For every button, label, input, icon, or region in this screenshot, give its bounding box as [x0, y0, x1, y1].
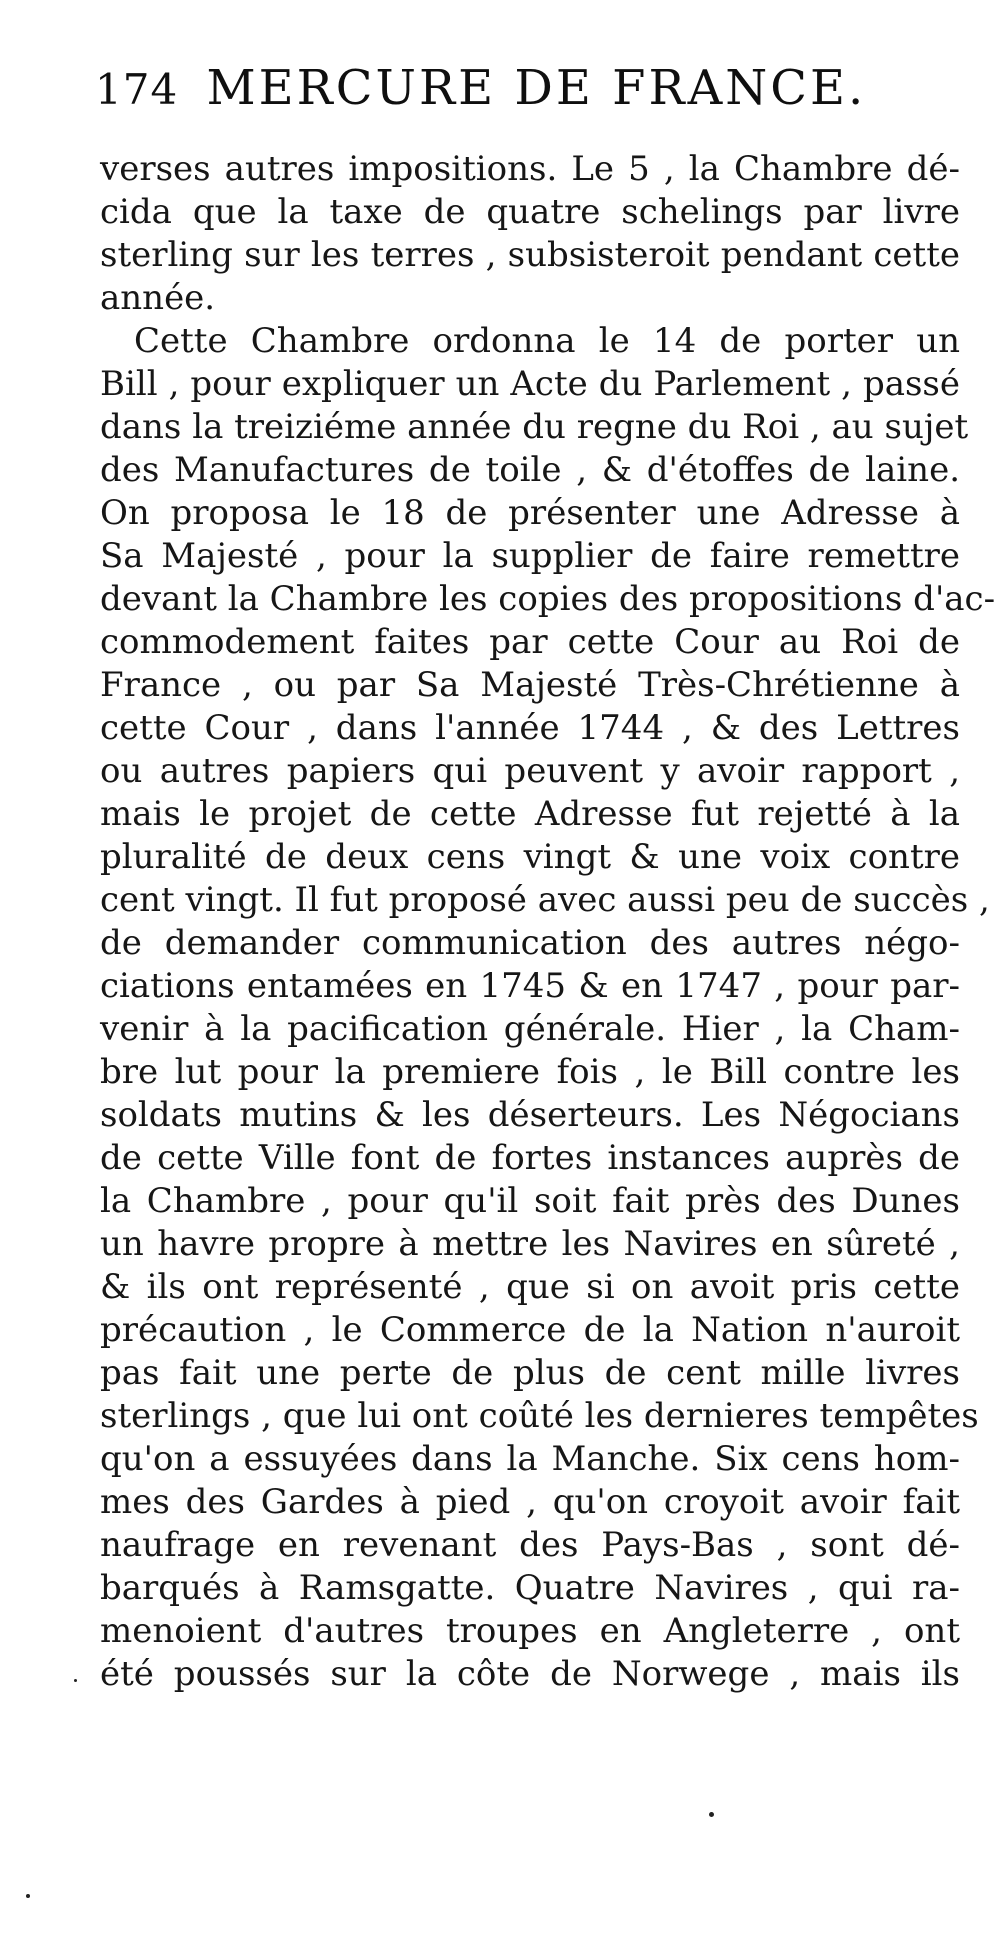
- text-line: sterling sur les terres , subsisteroit pendant cette: [100, 235, 960, 275]
- text-line: dans la treiziéme année du regne du Roi , au sujet: [100, 407, 969, 447]
- text-line: verses autres impositions. Le 5 , la Chambre dé-: [100, 149, 960, 189]
- text-line: pas fait une perte de plus de cent mille livres: [100, 1353, 960, 1393]
- page-number: 174: [95, 65, 179, 114]
- text-line: qu'on a essuyées dans la Manche. Six cens hom-: [100, 1439, 960, 1479]
- text-line: cent vingt. Il fut proposé avec aussi peu de succès ,: [100, 880, 990, 920]
- body-text: [100, 148, 996, 1696]
- text-line: la Chambre , pour qu'il soit fait près des Dunes: [100, 1181, 960, 1221]
- text-line: des Manufactures de toile , & d'étoffes de laine.: [100, 450, 960, 490]
- text-line: été poussés sur la côte de Norwege , mais ils: [100, 1654, 960, 1694]
- text-line: bre lut pour la premiere fois , le Bill contre les: [100, 1052, 960, 1092]
- text-line: venir à la pacification générale. Hier , la Cham-: [100, 1009, 960, 1049]
- text-line: de cette Ville font de fortes instances auprès de: [100, 1138, 960, 1178]
- text-line: devant la Chambre les copies des propositions d'ac-: [100, 579, 996, 619]
- text-line: & ils ont représenté , que si on avoit pris cette: [100, 1267, 960, 1307]
- text-line: Bill , pour expliquer un Acte du Parlement , passé: [100, 364, 960, 404]
- text-line: année.: [100, 278, 216, 318]
- text-line: commodement faites par cette Cour au Roi de: [100, 622, 960, 662]
- text-line: barqués à Ramsgatte. Quatre Navires , qui ra-: [100, 1568, 960, 1608]
- text-line: pluralité de deux cens vingt & une voix contre: [100, 837, 960, 877]
- text-line: France , ou par Sa Majesté Très-Chrétienne à: [100, 665, 960, 705]
- running-title: MERCURE DE FRANCE.: [206, 60, 867, 116]
- text-line: un havre propre à mettre les Navires en sûreté ,: [100, 1224, 960, 1264]
- text-line: sterlings , que lui ont coûté les dernieres tempêtes: [100, 1396, 979, 1436]
- text-line: de demander communication des autres négo-: [100, 923, 960, 963]
- text-line: Sa Majesté , pour la supplier de faire remettre: [100, 536, 960, 576]
- ink-speck: [26, 1894, 30, 1898]
- ink-speck: [74, 1679, 77, 1682]
- text-line: mes des Gardes à pied , qu'on croyoit avoir fait: [100, 1482, 960, 1522]
- text-line: naufrage en revenant des Pays-Bas , sont dé-: [100, 1525, 960, 1565]
- paragraph-start-line: Cette Chambre ordonna le 14 de porter un: [134, 321, 960, 361]
- text-line: ciations entamées en 1745 & en 1747 , pour par-: [100, 966, 960, 1006]
- text-line: soldats mutins & les déserteurs. Les Négocians: [100, 1095, 960, 1135]
- page-header: [95, 58, 955, 118]
- text-line: cette Cour , dans l'année 1744 , & des Lettres: [100, 708, 960, 748]
- text-line: ou autres papiers qui peuvent y avoir rapport ,: [100, 751, 960, 791]
- text-line: menoient d'autres troupes en Angleterre , ont: [100, 1611, 960, 1651]
- ink-speck: [709, 1812, 714, 1817]
- text-line: cida que la taxe de quatre schelings par livre: [100, 192, 960, 232]
- text-line: mais le projet de cette Adresse fut rejetté à la: [100, 794, 960, 834]
- text-line: précaution , le Commerce de la Nation n'auroit: [100, 1310, 960, 1350]
- text-line: On proposa le 18 de présenter une Adresse à: [100, 493, 960, 533]
